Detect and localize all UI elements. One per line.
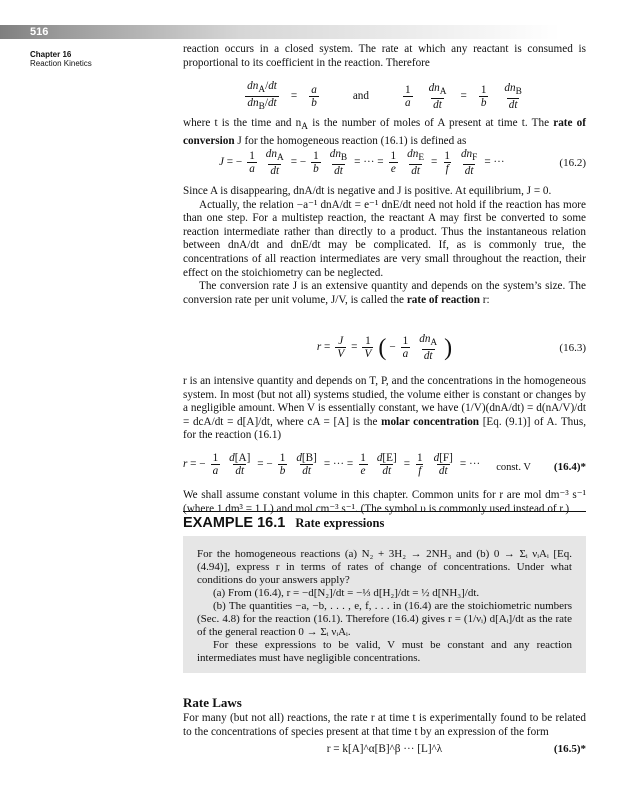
section-heading: Rate Laws (183, 695, 242, 710)
equation-number-16-4: (16.4)* (553, 461, 586, 473)
equation-16-3: r = $\frac{J}{V}$ = $\frac{1}{V}$ ( − $\frac{1}{a}$ $\frac{dn_A}{dt}$ ) (16.3) (316, 333, 586, 363)
paragraph-5: The conversion rate J is an extensive quantity and depends on the system’s size. The conversion rate per unit volume, J/V, is called the rate of reaction r: (183, 280, 586, 306)
example-answer-a: (a) From (16.4), r = −d[N₂]/dt = −⅓ d[H₂]/dt = ½ d[NH₃]/dt. (213, 587, 480, 599)
example-label: EXAMPLE 16.1 (183, 515, 286, 531)
term-rate-of-reaction: rate of reaction (406, 293, 480, 306)
ratio-equations: $\frac{dn_A/dt}{dn_B/dt}$ = $\frac{a}{b}$ and $\frac{1}{a}$ $\frac{dn_A}{dt}$ = $\frac{1}{b}$ $\frac{dn_B}{dt}$ (247, 80, 522, 113)
example-box (183, 536, 586, 673)
example-heading (183, 511, 586, 532)
constant-volume-note: const. V (496, 462, 531, 473)
chapter-title: Reaction Kinetics (30, 59, 92, 68)
chapter-label: Chapter 16 (30, 50, 72, 59)
equation-16-5: r = k[A]^α[B]^β ··· [L]^λ (16.5)* (326, 743, 586, 755)
equation-number-16-2: (16.2) (559, 157, 586, 169)
term-molar-concentration: molar concentration (381, 415, 480, 428)
section-paragraph: For many (but not all) reactions, the rate r at time t is experimentally found to be related to the concentrations of species present at that time t by an expression of the form (183, 712, 586, 738)
paragraph-3: Since A is disappearing, dnA/dt is negative and J is positive. At equilibrium, J = 0. Actually, the relation −a⁻¹ dnA/dt = e⁻¹ dnE/dt need not hold if the reaction has more than one step. For a multistep reaction, the reactant A may first be converted to some reaction intermediate rather than directly to a product. Thus the instantaneous relation between dnA/dt and dnE/dt may be complicated. If, as is commonly true, the concentrations of all reaction intermediates are very small throughout the reaction, their effect on the stoichiometry can be neglected. The conversion rate J is an extensive quantity and depends on the system’s size. The conversion rate per unit volume, J/V, is called the rate of reaction r: (183, 185, 586, 306)
term-rate-of-conversion: rate of conversion (183, 117, 586, 147)
example-title: Rate expressions (295, 516, 385, 530)
paragraph-7: We shall assume constant volume in this chapter. Common units for r are mol dm⁻³ s⁻¹ (where 1 dm³ = 1 L) and mol cm⁻³ s⁻¹. (The symbol υ is commonly used instead of r.) (183, 489, 586, 515)
example-answer-b: (b) The quantities −a, −b, . . . , e, f, . . . in (16.4) are the stoichiometric numbers (Sec. 4.8) for the reaction (16.1). Therefore (16.4) gives r = (1/νᵢ) d[Aᵢ]/dt as the rate of the general reaction 0 → Σᵢ νᵢAᵢ. (197, 600, 572, 638)
paragraph-6: r is an intensive quantity and depends on T, P, and the concentrations in the homogeneous system. In most (but not all) systems studied, the volume either is constant or changes by a negligible amount. When V is essentially constant, we have (1/V)(dnA/dt) = d(nA/V)/dt = dcA/dt = d[A]/dt, where cA = [A] is the molar concentration [Eq. (9.1)] of A. Thus, for the reaction (16.1) (183, 375, 586, 442)
chapter-sidebar (30, 50, 150, 69)
paragraph-2: where t is the time and $n_A$ is the number of moles of A present at time t. The rate of conversion J for the homogeneous reaction (16.1) is defined as (183, 117, 586, 147)
equation-16-4: r = − $\frac{1}{a}$ $\frac{d[A]}{dt}$ = − $\frac{1}{b}$ $\frac{d[B]}{dt}$ = ··· = $\frac{1}{e}$ $\frac{d[E]}{dt}$ = $\frac{1}{f}$ $\frac{d[F]}{dt}$ = ··· const. V (16.4)* (183, 452, 586, 477)
example-question: For the homogeneous reactions (a) N₂ + 3H₂ → 2NH₃ and (b) 0 → Σᵢ νᵢAᵢ [Eq. (4.94)], express r in terms of rates of change of concentrations. Under what conditions do your answers apply? (197, 548, 572, 586)
equation-number-16-5: (16.5)* (553, 743, 586, 755)
and-text: and (352, 89, 369, 102)
example-answer-conditions: For these expressions to be valid, V must be constant and any reaction intermediates must have negligible concentrations. (197, 639, 572, 664)
paragraph-4: Actually, the relation −a⁻¹ dnA/dt = e⁻¹ dnE/dt need not hold if the reaction has more than one step. For a multistep reaction, the reactant A may first be converted to some reaction intermediate rather than directly to a product. Thus the instantaneous relation between dnA/dt and dnE/dt may be complicated. If, as is commonly true, the concentrations of all reaction intermediates are very small throughout the reaction, their effect on the stoichiometry can be neglected. (183, 198, 586, 279)
page-number: 516 (30, 26, 49, 38)
equation-number-16-3: (16.3) (559, 342, 586, 354)
equation-16-2: J = − $\frac{1}{a}$ $\frac{dn_A}{dt}$ = − $\frac{1}{b}$ $\frac{dn_B}{dt}$ = ··· = $\frac{1}{e}$ $\frac{dn_E}{dt}$ = $\frac{1}{f}$ $\frac{dn_F}{dt}$ = ··· (16.2) (219, 148, 586, 178)
paragraph-1: reaction occurs in a closed system. The rate at which any reactant is consumed is proportional to its coefficient in the reaction. Therefore (183, 43, 586, 69)
page-header-bar (0, 25, 639, 39)
